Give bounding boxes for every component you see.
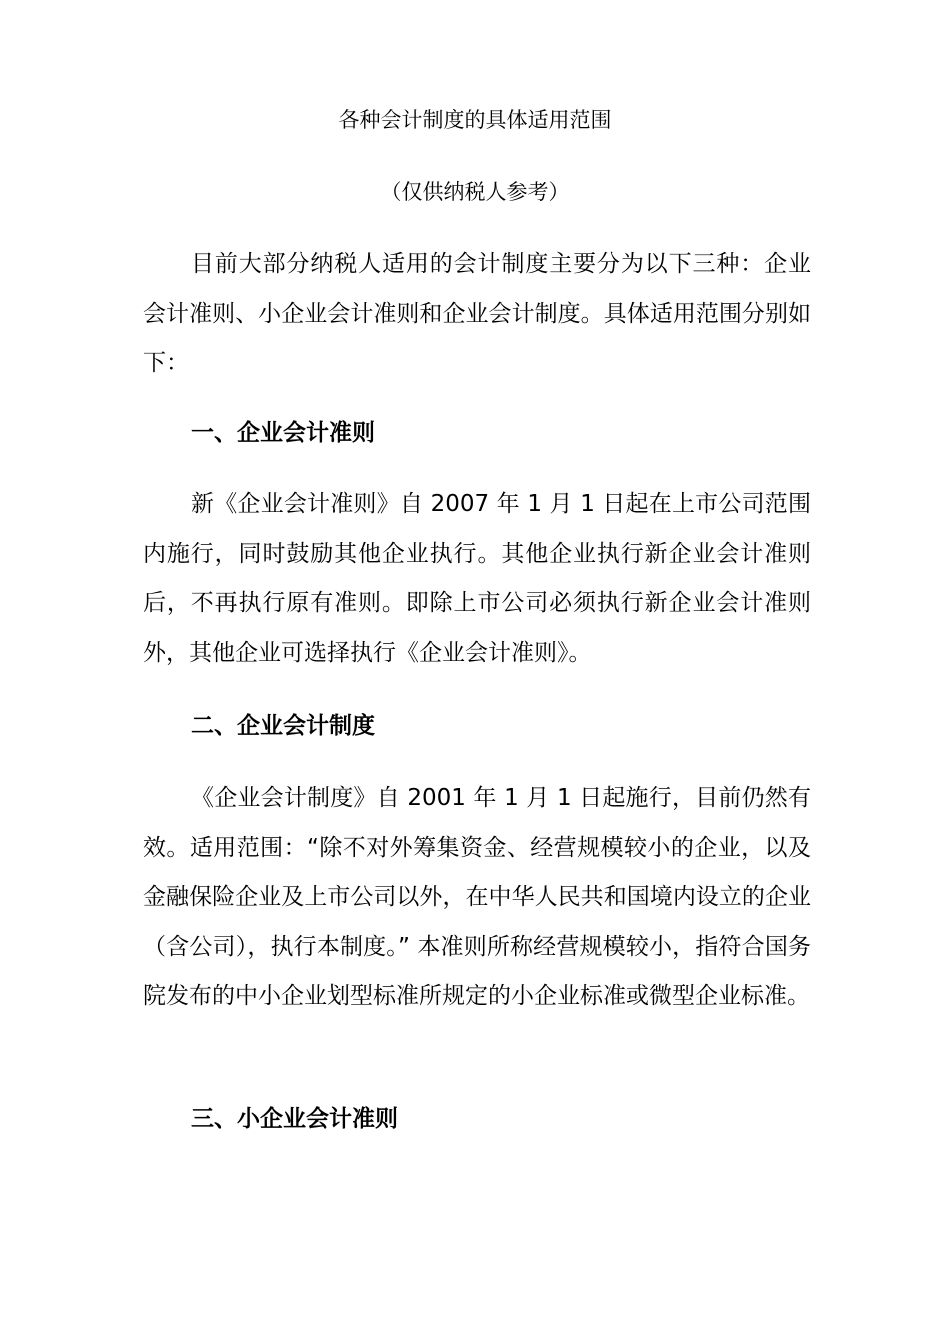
section-heading-3: 三、小企业会计准则 bbox=[191, 1106, 398, 1132]
section-body-1: 新《企业会计准则》自 2007 年 1 月 1 日起在上市公司范围内施行，同时鼓励其他企业执行。其他企业执行新企业会计准则后，不再执行原有准则。即除上市公司必须执行新企业会计准则外，其他企业可选择执行《企业会计准则》。 bbox=[143, 491, 811, 666]
intro-paragraph: 目前大部分纳税人适用的会计制度主要分为以下三种：企业会计准则、小企业会计准则和企业会计制度。具体适用范围分别如下： bbox=[143, 251, 811, 376]
section-body-2: 《企业会计制度》自 2001 年 1 月 1 日起施行，目前仍然有效。适用范围：“除不对外筹集资金、经营规模较小的企业，以及金融保险企业及上市公司以外，在中华人民共和国境内设立的企业（含公司），执行本制度。” 本准则所称经营规模较小，指符合国务院发布的中小企业划型标准所规定的小企业标准或微型企业标准。 bbox=[143, 785, 811, 1009]
section-heading-2: 二、企业会计制度 bbox=[191, 713, 375, 739]
document-title: 各种会计制度的具体适用范围 bbox=[338, 108, 612, 132]
section-heading-1: 一、企业会计准则 bbox=[191, 420, 375, 446]
document-subtitle: （仅供纳税人参考） bbox=[380, 180, 570, 204]
